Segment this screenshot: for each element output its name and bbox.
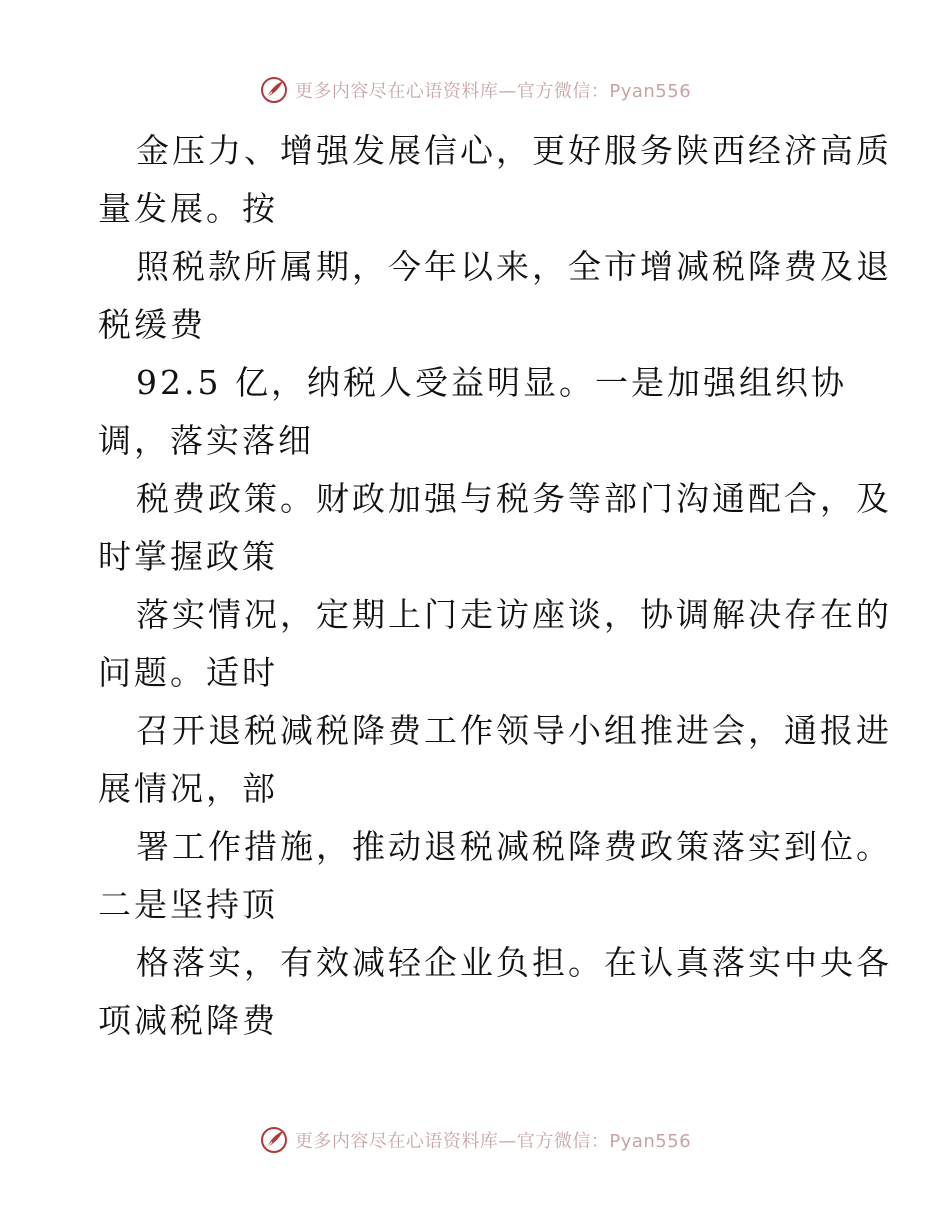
- paragraph: [98, 470, 892, 586]
- paragraph-line: 展情况，部: [98, 769, 278, 808]
- watermark-text: 更多内容尽在心语资料库—官方微信：Pyan556: [294, 1131, 692, 1152]
- paragraph-line: 问题。适时: [98, 653, 278, 692]
- paragraph: [98, 354, 858, 470]
- paragraph: [98, 702, 892, 818]
- header-watermark: [0, 70, 950, 110]
- paragraph-line: 92.5 亿，纳税人受益明显。一是加强组织协: [136, 363, 847, 402]
- paragraph-line: 格落实，有效减轻企业负担。在认真落实中央各: [136, 943, 892, 982]
- paragraph: [98, 238, 892, 354]
- paragraph-line: 二是坚持顶: [98, 885, 278, 924]
- paragraph-line: 量发展。按: [98, 189, 278, 228]
- paragraph-line: 金压力、增强发展信心，更好服务陕西经济高质: [136, 131, 892, 170]
- paragraph: [98, 934, 892, 1050]
- paragraph-line: 召开退税减税降费工作领导小组推进会，通报进: [136, 711, 892, 750]
- paragraph-line: 署工作措施，推动退税减税降费政策落实到位。: [136, 827, 892, 866]
- paragraph-line: 项减税降费: [98, 1001, 278, 1040]
- document-body: [98, 122, 892, 1050]
- paragraph-line: 税费政策。财政加强与税务等部门沟通配合，及: [136, 479, 892, 518]
- paragraph-line: 时掌握政策: [98, 537, 278, 576]
- feather-pen-logo-icon: [259, 75, 289, 105]
- paragraph: [98, 122, 892, 238]
- footer-watermark: [0, 1120, 950, 1160]
- feather-pen-logo-icon: [259, 1125, 289, 1155]
- paragraph: [98, 586, 892, 702]
- paragraph-line: 落实情况，定期上门走访座谈，协调解决存在的: [136, 595, 892, 634]
- paragraph: [98, 818, 892, 934]
- paragraph-line: 税缓费: [98, 305, 206, 344]
- paragraph-line: 调，落实落细: [98, 421, 314, 460]
- watermark-text: 更多内容尽在心语资料库—官方微信：Pyan556: [294, 81, 692, 102]
- paragraph-line: 照税款所属期，今年以来，全市增减税降费及退: [136, 247, 892, 286]
